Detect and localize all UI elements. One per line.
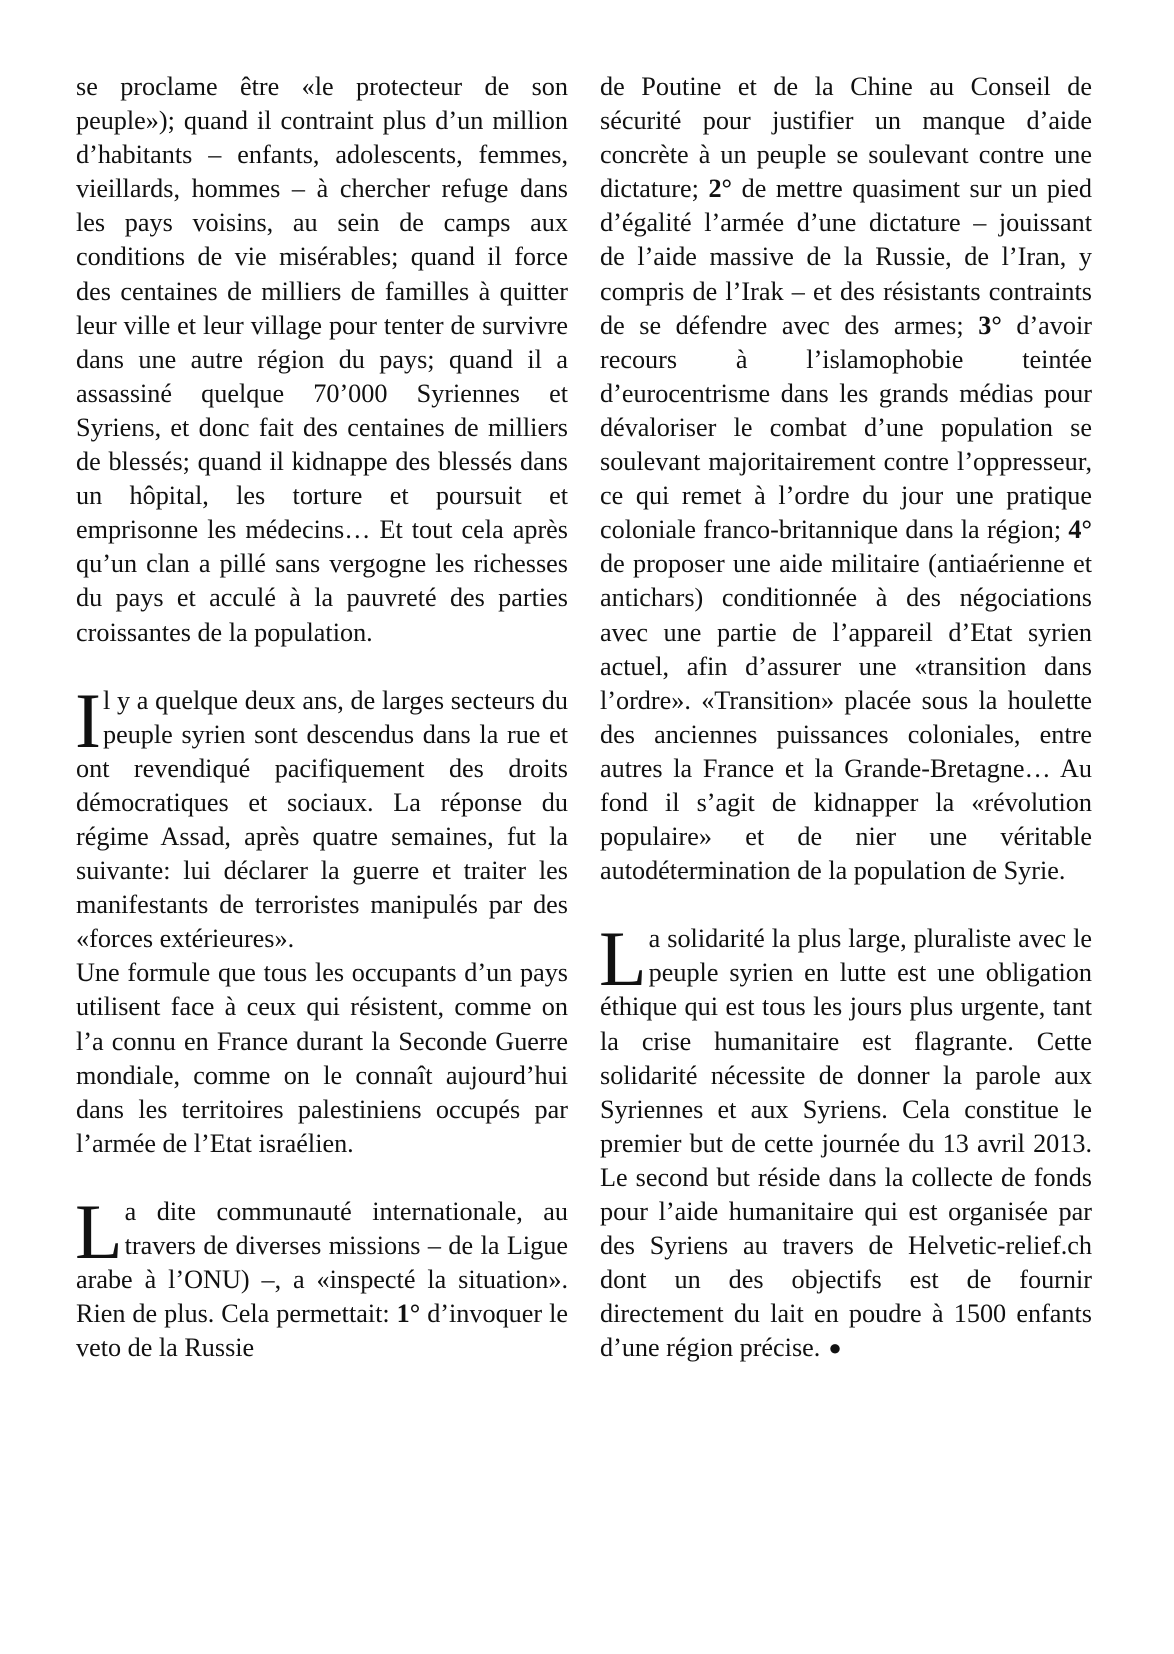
paragraph-text: a solidarité la plus large, pluraliste avec le peuple syrien en lutte est une obligation éthique qui est tous les jours plus urgente, tant la crise humanitaire est flagrante. Cette solidarité nécessite de donner la parole aux Syriennes et aux Syriens. Cela constitue le premier but de cette journée du 13 avril 2013. Le second but réside dans la collecte de fonds pour l’aide humanitaire qui est organisée par des Syriens au travers de Helvetic-relief.ch dont un des objectifs est de fournir directement du lait en poudre à 1500 enfants d’une région précise. [600, 924, 1092, 1363]
enumeration-marker: 1° [396, 1299, 421, 1329]
paragraph-international-community [75, 1187, 568, 1365]
drop-cap-l: L [599, 915, 647, 1003]
drop-cap-i: I [75, 676, 101, 764]
paragraph-text: a dite communauté internationale, au travers de diverses missions – de la Ligue arabe à l’ONU) –, a «inspecté la situation». Rien de plus. Cela permettait: [76, 1196, 568, 1329]
paragraph-occupants: Une formule que tous les occupants d’un pays utilisent face à ceux qui résistent, comme on l’a connu en France durant la Seconde Guerre mondiale, comme on le connaît aujourd’hui dans les territoires palestiniens occupés par l’armée de l’Etat israélien. [76, 958, 568, 1158]
paragraph-text: d’avoir recours à l’islamophobie teintée d’eurocentrisme dans les grands médias pour dévaloriser le combat d’une population se soulevant majoritairement contre l’oppresseur, ce qui remet à l’ordre du jour une pratique coloniale franco-britannique dans la région; [600, 310, 1092, 545]
paragraph-continuation [600, 70, 1092, 888]
paragraph-text: d’invoquer le veto de la Russie [76, 1299, 568, 1363]
enumeration-marker: 3° [978, 310, 1002, 340]
paragraph-solidarity [599, 915, 1092, 1365]
enumeration-marker: 4° [1068, 515, 1092, 545]
right-column [600, 70, 1092, 1365]
enumeration-marker: 2° [708, 174, 733, 204]
drop-cap-l: L [75, 1187, 123, 1275]
paragraph-text: l y a quelque deux ans, de larges secteurs du peuple syrien sont descendus dans la rue et ont revendiqué pacifiquement des droits démocratiques et sociaux. La réponse du régime Assad, après quatre semaines, fut la suivante: lui déclarer la guerre et traiter les manifestants de terroristes manipulés par des «forces extérieures». [76, 685, 568, 954]
paragraph-text: de mettre quasiment sur un pied d’égalité l’armée d’une dictature – jouissant de l’aide massive de la Russie, de l’Iran, y compris de l’Irak – et des résistants contraints de se défendre avec des armes; [600, 174, 1092, 340]
left-column [76, 70, 568, 1365]
paragraph-text: de Poutine et de la Chine au Conseil de sécurité pour justifier un manque d’aide concrète à un peuple se soulevant contre une dictature; [600, 72, 1092, 204]
end-of-article-bullet-icon: ● [828, 1335, 842, 1361]
paragraph-continuation: se proclame être «le protecteur de son peuple»); quand il contraint plus d’un million d’habitants – enfants, adolescents, femmes, vieillards, hommes – à chercher refuge dans les pays voisins, au sein de camps aux conditions de vie misérables; quand il force des centaines de milliers de familles à quitter leur ville et leur village pour tenter de survivre dans une autre région du pays; quand il a assassiné quelque 70’000 Syriennes et Syriens, et donc fait des centaines de milliers de blessés; quand il kidnappe des blessés dans un hôpital, les torture et poursuit et emprisonne les médecins… Et tout cela après qu’un clan a pillé sans vergogne les richesses du pays et acculé à la pauvreté des parties croissantes de la population. [76, 72, 568, 647]
paragraph-uprising [75, 676, 568, 957]
paragraph-text: de proposer une aide militaire (antiaérienne et antichars) conditionnée à des négociations avec une partie de l’appareil d’Etat syrien actuel, afin d’assurer une «transition dans l’ordre». «Transition» placée sous la houlette des anciennes puissances coloniales, entre autres la France et la Grande-Bretagne… Au fond il s’agit de kidnapper la «révolution populaire» et de nier une véritable autodétermination de la population de Syrie. [600, 549, 1092, 886]
